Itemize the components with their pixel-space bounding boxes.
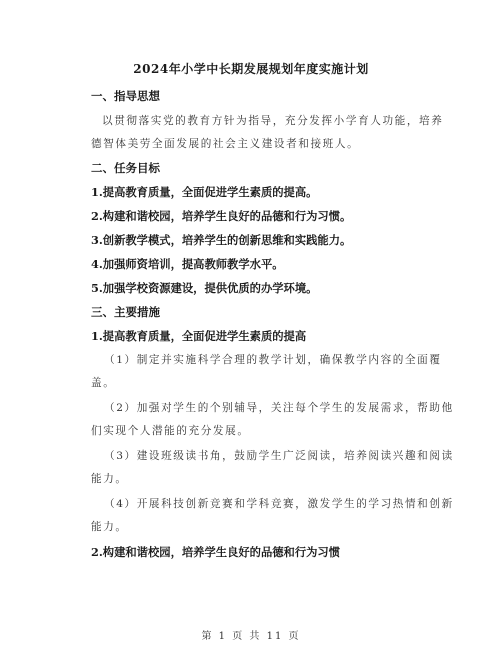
section-heading-guiding-ideology: 一、指导思想 <box>91 89 160 103</box>
goal-item: 4.加强师资培训，提高教师教学水平。 <box>91 257 284 271</box>
measure-heading: 2.构建和谐校园，培养学生良好的品德和行为习惯 <box>91 545 341 559</box>
goal-item: 2.构建和谐校园，培养学生良好的品德和行为习惯。 <box>91 209 352 223</box>
goal-item: 1.提高教育质量，全面促进学生素质的提高。 <box>91 185 318 199</box>
measure-item-line: 能力。 <box>91 521 128 533</box>
measure-item-line: 能力。 <box>91 473 128 485</box>
measure-item-line: 们实现个人潜能的充分发展。 <box>91 425 250 437</box>
goal-item: 3.创新教学模式，培养学生的创新思维和实践能力。 <box>91 233 352 247</box>
paragraph-line: 以贯彻落实党的教育方针为指导，充分发挥小学育人功能，培养 <box>102 115 444 127</box>
paragraph-line: 德智体美劳全面发展的社会主义建设者和接班人。 <box>91 138 360 150</box>
measure-item-line: 盖。 <box>91 377 116 389</box>
measure-item-line: （4）开展科技创新竞赛和学科竞赛，激发学生的学习热情和创新 <box>104 498 454 510</box>
section-heading-measures: 三、主要措施 <box>91 305 160 319</box>
section-heading-goals: 二、任务目标 <box>91 161 160 175</box>
measure-item-line: （3）建设班级读书角，鼓励学生广泛阅读，培养阅读兴趣和阅读 <box>104 450 454 462</box>
measure-item-line: （1）制定并实施科学合理的教学计划，确保教学内容的全面覆 <box>104 354 442 366</box>
measure-heading: 1.提高教育质量，全面促进学生素质的提高 <box>91 329 307 343</box>
goal-item: 5.加强学校资源建设，提供优质的办学环境。 <box>91 281 318 295</box>
page-footer: 第 1 页 共 11 页 <box>201 631 301 642</box>
measure-item-line: （2）加强对学生的个别辅导，关注每个学生的发展需求，帮助他 <box>104 402 454 414</box>
document-title: 2024年小学中长期发展规划年度实施计划 <box>133 62 369 76</box>
